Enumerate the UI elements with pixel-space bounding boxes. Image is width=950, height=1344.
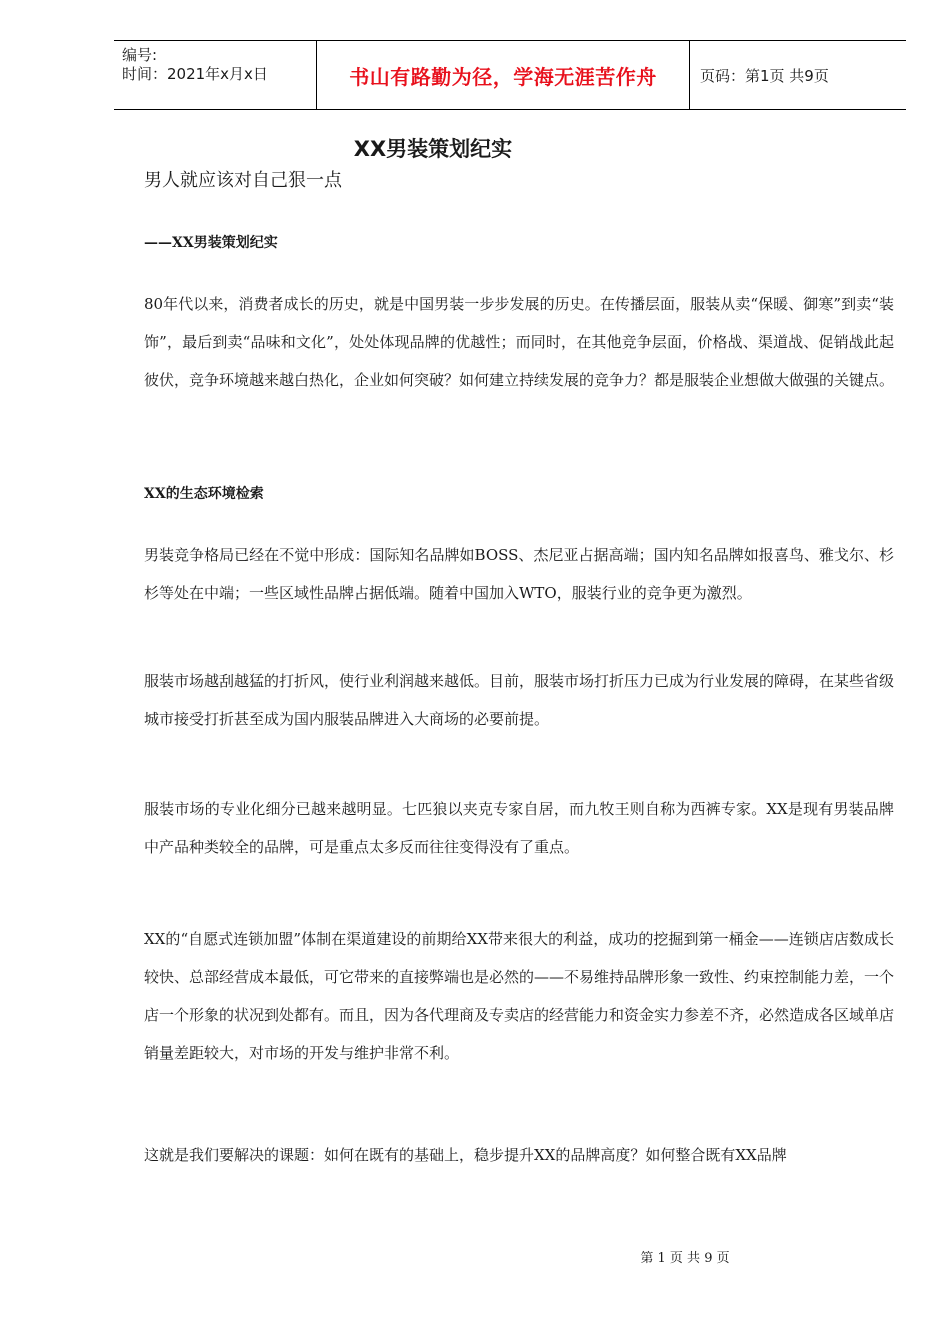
paragraph-discount: 服装市场越刮越猛的打折风，使行业利润越来越低。目前，服装市场打折压力已成为行业发展的障碍，在某些省级城市接受打折甚至成为国内服装品牌进入大商场的必要前提。 [144, 672, 895, 728]
paragraph-specialization: 服装市场的专业化细分已越来越明显。七匹狼以夹克专家自居，而九牧王则自称为西裤专家。XX是现有男装品牌中产品种类较全的品牌，可是重点太多反而往往变得没有了重点。 [144, 800, 894, 856]
header-page-cell [690, 41, 906, 109]
header-page-info: 页码：第1页 共9页 [700, 67, 829, 85]
document-byline: ——XX男装策划纪实 [144, 235, 278, 251]
header-meta-cell [114, 41, 317, 109]
paragraph-competition: 男装竞争格局已经在不觉中形成：国际知名品牌如BOSS、杰尼亚占据高端；国内知名品牌如报喜鸟、雅戈尔、杉杉等处在中端；一些区域性品牌占据低端。随着中国加入WTO，服装行业的竞争更为激烈。 [144, 546, 894, 602]
header-motto-cell [317, 41, 690, 109]
document-number-label: 编号: [122, 46, 158, 64]
page-header [114, 40, 906, 110]
paragraph-issue: 这就是我们要解决的课题：如何在既有的基础上，稳步提升XX的品牌高度？如何整合既有XX品牌 [144, 1146, 787, 1164]
page-footer: 第 1 页 共 9 页 [640, 1251, 730, 1266]
paragraph-franchise: XX的“自愿式连锁加盟”体制在渠道建设的前期给XX带来很大的利益，成功的挖掘到第一桶金——连锁店店数成长较快、总部经营成本最低，可它带来的直接弊端也是必然的——不易维持品牌形象一致性、约束控制能力差，一个店一个形象的状况到处都有。而且，因为各代理商及专卖店的经营能力和资金实力参差不齐，必然造成各区域单店销量差距较大，对市场的开发与维护非常不利。 [144, 930, 895, 1062]
document-title: XX男装策划纪实 [353, 137, 513, 161]
document-time-label: 时间：2021年x月x日 [122, 65, 268, 83]
section-heading: XX的生态环境检索 [144, 486, 264, 502]
paragraph-intro: 80年代以来，消费者成长的历史，就是中国男装一步步发展的历史。在传播层面，服装从卖“保暖、御寒”到卖“装饰”，最后到卖“品味和文化”，处处体现品牌的优越性；而同时，在其他竞争层面，价格战、渠道战、促销战此起彼伏，竞争环境越来越白热化，企业如何突破？如何建立持续发展的竞争力？都是服装企业想做大做强的关键点。 [144, 295, 895, 389]
header-motto: 书山有路勤为径，学海无涯苦作舟 [349, 65, 657, 89]
document-subtitle: 男人就应该对自己狠一点 [144, 170, 342, 191]
